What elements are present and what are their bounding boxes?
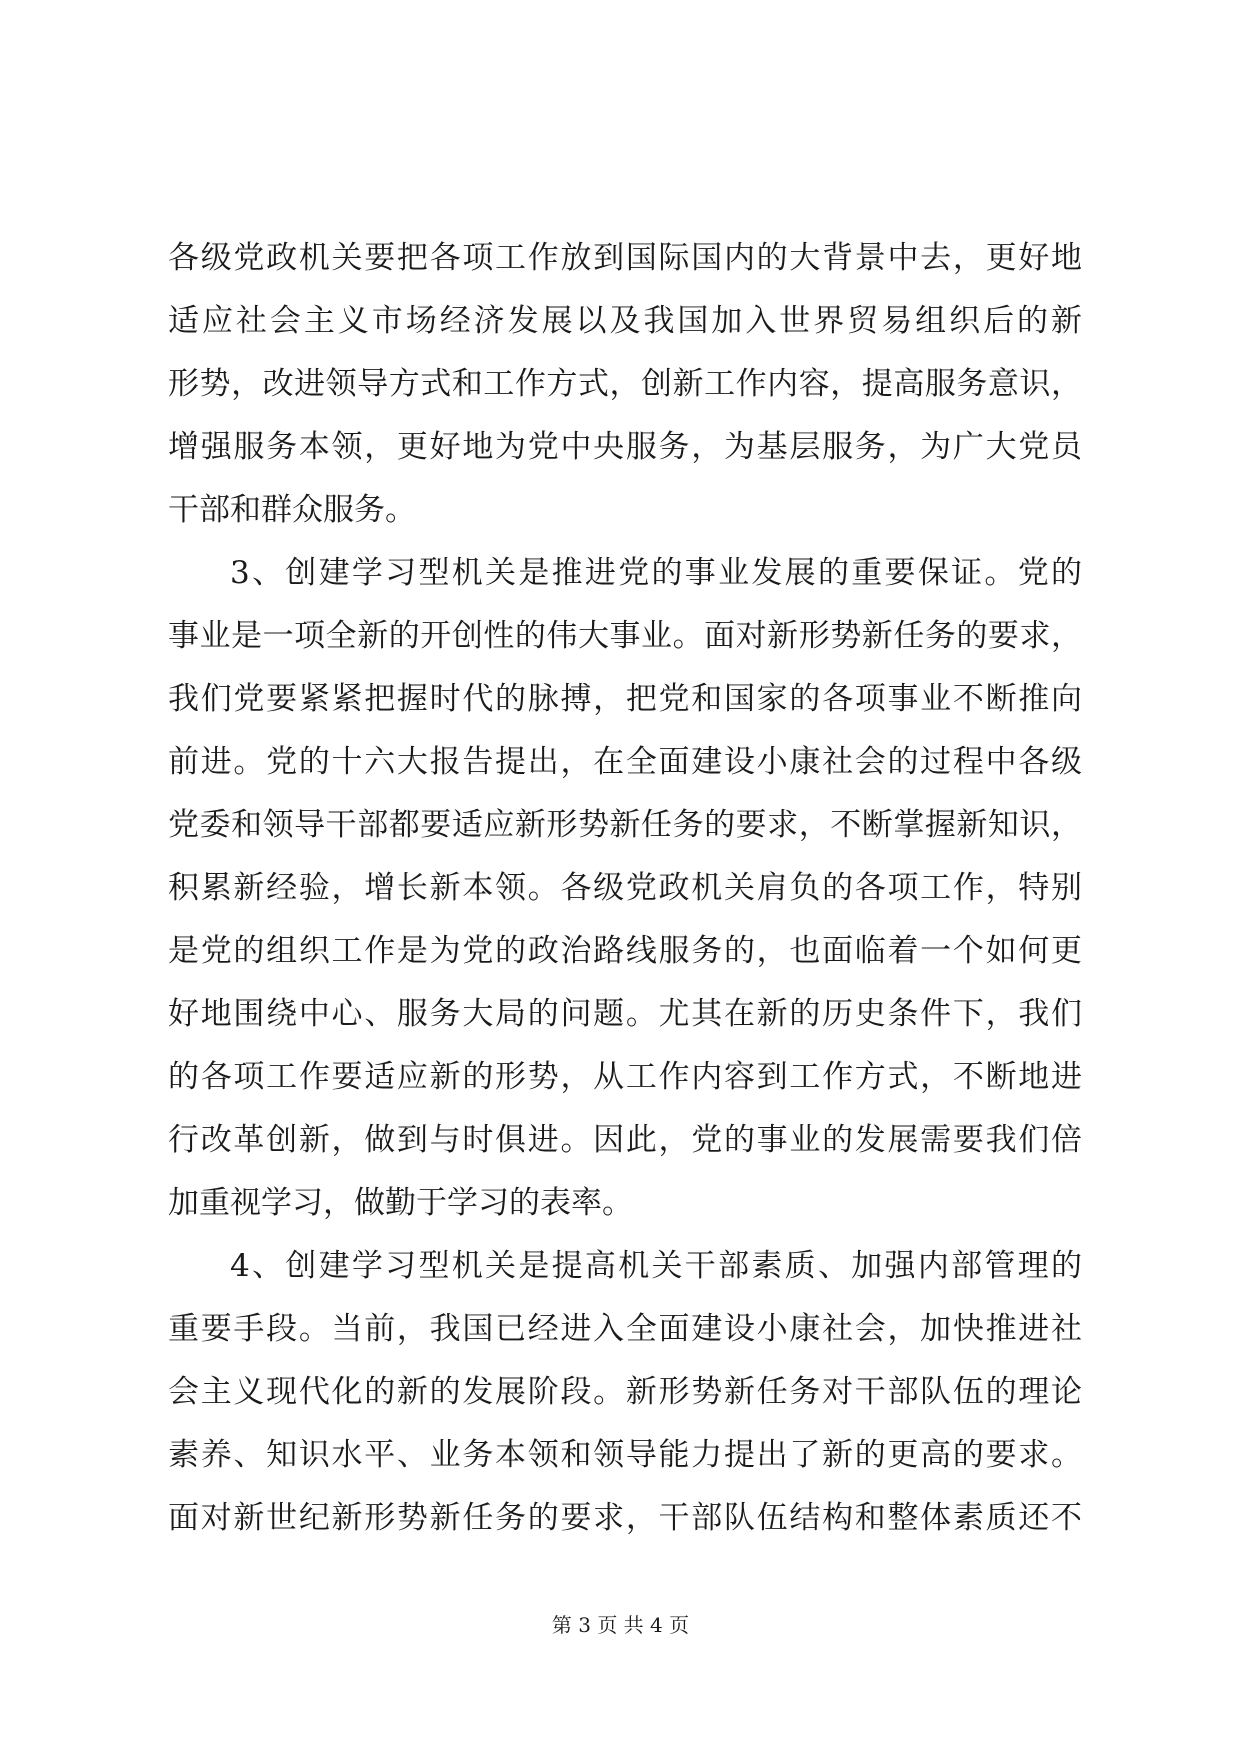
text-line: 干部和群众服务。 — [168, 492, 416, 528]
text-line: 的各项工作要适应新的形势，从工作内容到工作方式，不断地进 — [168, 1059, 1082, 1095]
text-line: 形势，改进领导方式和工作方式，创新工作内容，提高服务意识， — [168, 366, 1082, 402]
text-line: 4、创建学习型机关是提高机关干部素质、加强内部管理的 — [230, 1248, 1082, 1284]
text-line: 各级党政机关要把各项工作放到国际国内的大背景中去，更好地 — [168, 240, 1082, 276]
text-line: 适应社会主义市场经济发展以及我国加入世界贸易组织后的新 — [168, 303, 1082, 339]
text-line: 党委和领导干部都要适应新形势新任务的要求，不断掌握新知识， — [168, 807, 1082, 843]
text-line: 我们党要紧紧把握时代的脉搏，把党和国家的各项事业不断推向 — [168, 681, 1082, 717]
text-line: 增强服务本领，更好地为党中央服务，为基层服务，为广大党员 — [168, 429, 1082, 465]
document-body — [168, 227, 1082, 1550]
page-footer: 第 3 页 共 4 页 — [551, 1613, 690, 1637]
text-line: 3、创建学习型机关是推进党的事业发展的重要保证。党的 — [230, 555, 1082, 591]
text-line: 重要手段。当前，我国已经进入全面建设小康社会，加快推进社 — [168, 1311, 1082, 1347]
text-line: 素养、知识水平、业务本领和领导能力提出了新的更高的要求。 — [168, 1437, 1082, 1473]
text-line: 事业是一项全新的开创性的伟大事业。面对新形势新任务的要求， — [168, 618, 1082, 654]
text-line: 行改革创新，做到与时俱进。因此，党的事业的发展需要我们倍 — [168, 1122, 1082, 1158]
text-line: 是党的组织工作是为党的政治路线服务的，也面临着一个如何更 — [168, 933, 1082, 969]
text-line: 加重视学习，做勤于学习的表率。 — [168, 1185, 633, 1221]
text-line: 前进。党的十六大报告提出，在全面建设小康社会的过程中各级 — [168, 744, 1082, 780]
text-line: 好地围绕中心、服务大局的问题。尤其在新的历史条件下，我们 — [168, 996, 1082, 1032]
text-line: 会主义现代化的新的发展阶段。新形势新任务对干部队伍的理论 — [168, 1374, 1082, 1410]
text-line: 积累新经验，增长新本领。各级党政机关肩负的各项工作，特别 — [168, 870, 1082, 906]
text-line: 面对新世纪新形势新任务的要求，干部队伍结构和整体素质还不 — [168, 1500, 1082, 1536]
